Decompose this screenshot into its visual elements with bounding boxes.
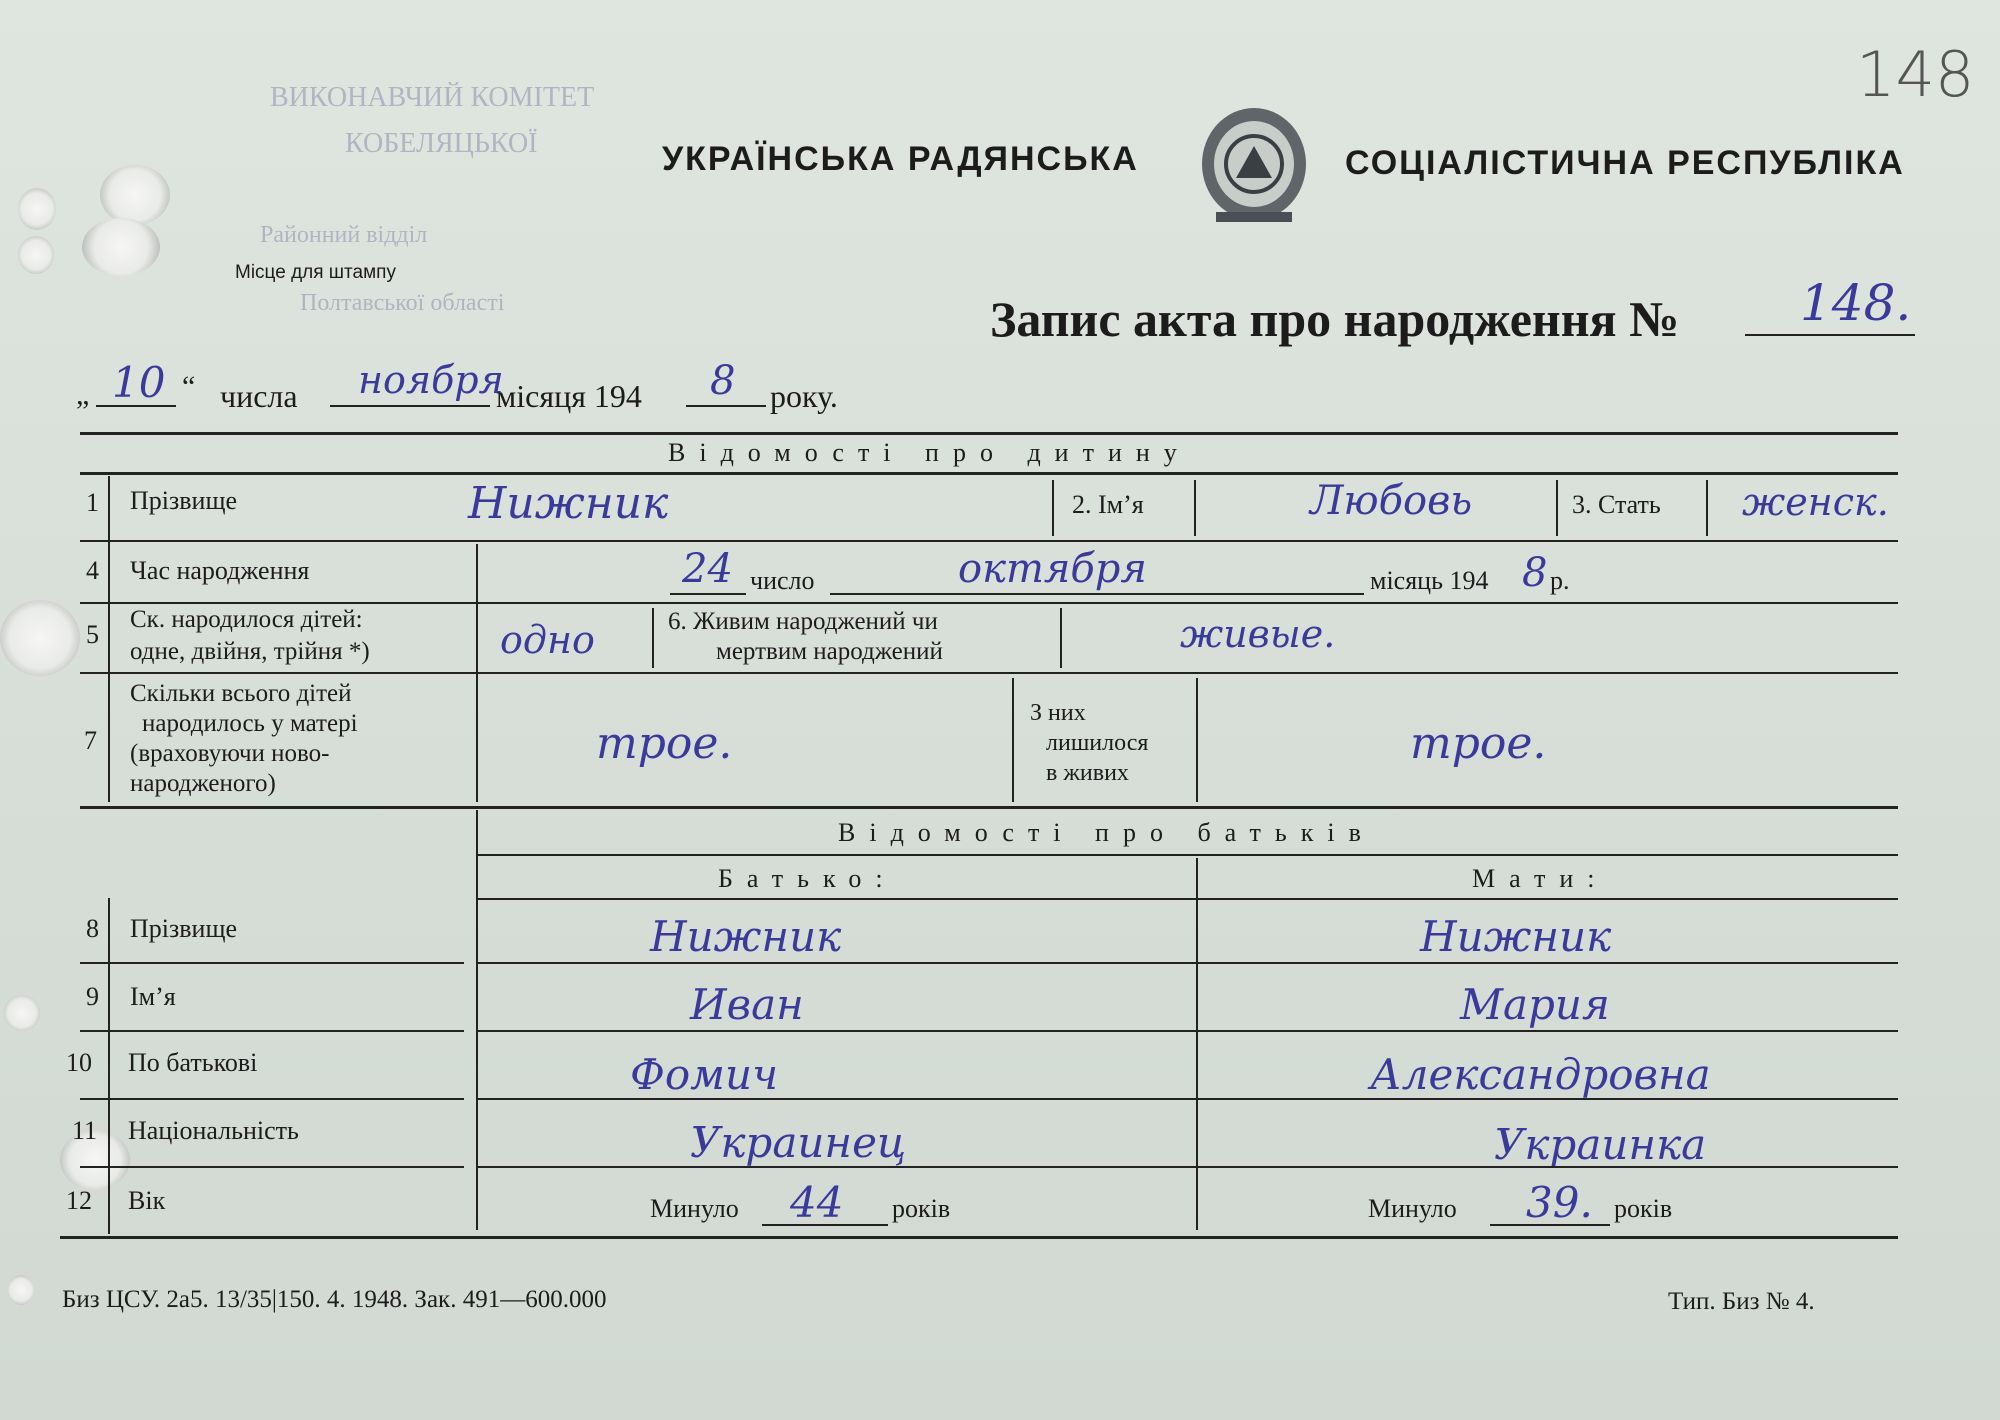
mother-age: 39.	[1526, 1178, 1593, 1227]
mother-nationality: Украинка	[1494, 1120, 1707, 1169]
faint-stamp: ВИКОНАВЧИЙ КОМІТЕТ	[270, 82, 595, 113]
quote-open: „	[76, 378, 90, 411]
faint-stamp: Районний відділ	[260, 222, 428, 248]
parent-name-label: Ім’я	[130, 982, 176, 1011]
parents-section-title: Відомості про батьків	[838, 818, 1375, 847]
footer-right: Тип. Биз № 4.	[1668, 1288, 1815, 1315]
child-alive: живые.	[1180, 612, 1336, 656]
footer-left: Биз ЦСУ. 2а5. 13/35|150. 4. 1948. Зак. 491—600.000	[62, 1286, 607, 1313]
corner-number: 148	[1856, 38, 1975, 111]
mother-name: Мария	[1460, 980, 1610, 1029]
punch-hole	[8, 1275, 34, 1305]
roku-label: року.	[770, 378, 838, 414]
child-count: одно	[500, 618, 595, 662]
mother-title: Мати:	[1472, 864, 1609, 893]
child-count-label-1: Ск. народилося дітей:	[130, 606, 363, 633]
birth-month: октября	[958, 546, 1147, 592]
total-label-3: (враховуючи ново-	[130, 740, 330, 767]
total-children: трое.	[596, 718, 733, 769]
row-number: 5	[86, 620, 99, 649]
emblem-icon	[1196, 100, 1312, 224]
child-name-label: 2. Ім’я	[1072, 490, 1144, 519]
mother-patronymic: Александровна	[1370, 1050, 1711, 1099]
record-month: ноября	[358, 358, 504, 402]
birth-day: 24	[682, 546, 733, 592]
child-surname: Нижник	[468, 478, 669, 529]
patronymic-label: По батькові	[128, 1048, 258, 1077]
punch-hole	[82, 218, 160, 276]
punch-hole	[18, 236, 54, 274]
father-age: 44	[790, 1178, 844, 1227]
child-sex-label: 3. Стать	[1572, 490, 1661, 519]
child-count-label-2: одне, двійня, трійня *)	[130, 638, 370, 665]
child-sex: женск.	[1742, 480, 1889, 524]
row-number: 12	[66, 1186, 92, 1215]
mother-surname: Нижник	[1420, 912, 1612, 961]
quote-close: “	[182, 370, 196, 403]
faint-stamp: Полтавської області	[300, 290, 505, 316]
birth-time-label: Час народження	[130, 556, 310, 585]
record-number: 148.	[1800, 274, 1912, 332]
record-year-digit: 8	[710, 358, 736, 404]
row-number: 11	[72, 1116, 98, 1145]
birth-year-digit: 8	[1522, 550, 1548, 596]
punch-hole	[18, 188, 56, 230]
header-right: СОЦІАЛІСТИЧНА РЕСПУБЛІКА	[1345, 144, 1905, 182]
nationality-label: Національність	[128, 1116, 299, 1145]
total-label-2: народилось у матері	[142, 710, 358, 737]
father-minulo-label: Минуло	[650, 1194, 739, 1223]
living-label-3: в живих	[1046, 760, 1129, 786]
father-rokiv-label: років	[892, 1194, 951, 1223]
row-number: 4	[86, 556, 99, 585]
parent-surname-label: Прізвище	[130, 914, 238, 943]
header-left: УКРАЇНСЬКА РАДЯНСЬКА	[662, 140, 1139, 178]
living-label-2: лишилося	[1046, 730, 1149, 756]
alive-label-1: 6. Живим народжений чи	[668, 608, 938, 635]
row-number: 1	[86, 488, 99, 517]
record-day: 10	[112, 358, 166, 407]
punch-hole	[4, 995, 40, 1031]
record-title: Запис акта про народження №	[990, 291, 1680, 347]
living-label-1: З них	[1030, 700, 1086, 726]
mother-minulo-label: Минуло	[1368, 1194, 1457, 1223]
faint-stamp: КОБЕЛЯЦЬКОЇ	[345, 128, 538, 159]
row-number: 8	[86, 914, 99, 943]
row-number: 9	[86, 982, 99, 1011]
stamp-place-label: Місце для штампу	[235, 262, 396, 283]
punch-hole	[0, 600, 80, 676]
child-section-title: Відомості про дитину	[668, 438, 1191, 467]
total-label-4: народженого)	[130, 770, 276, 797]
child-name: Любовь	[1310, 478, 1473, 524]
father-name: Иван	[690, 980, 804, 1029]
birth-r-label: р.	[1550, 566, 1570, 595]
father-surname: Нижник	[650, 912, 842, 961]
mother-rokiv-label: років	[1614, 1194, 1673, 1223]
father-nationality: Украинец	[690, 1118, 907, 1167]
misyatsia-label: місяця 194	[496, 378, 642, 414]
age-label: Вік	[128, 1186, 166, 1215]
row-number: 10	[66, 1048, 92, 1077]
birth-chyslo-label: число	[750, 566, 815, 595]
child-surname-label: Прізвище	[130, 486, 238, 515]
punch-hole	[100, 165, 170, 225]
father-title: Батько:	[718, 864, 897, 893]
birth-misyats-label: місяць 194	[1370, 566, 1489, 595]
father-patronymic: Фомич	[630, 1050, 779, 1099]
row-number: 7	[84, 726, 97, 755]
living-children: трое.	[1410, 718, 1547, 769]
total-label-1: Скільки всього дітей	[130, 680, 352, 707]
chysla-label: числа	[220, 378, 298, 414]
alive-label-2: мертвим народжений	[716, 638, 943, 665]
